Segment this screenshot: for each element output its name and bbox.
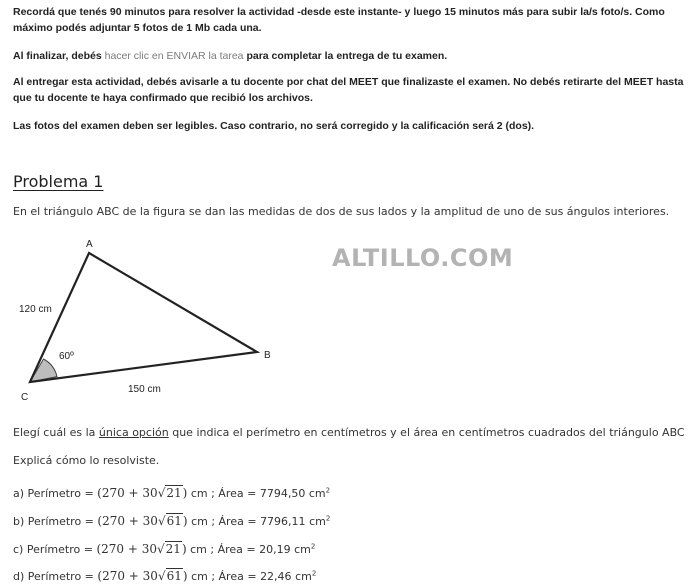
area-value: 7796,11 [260, 515, 306, 528]
option-letter: a) [13, 487, 25, 500]
perimeter-unit: cm ; [191, 570, 216, 583]
area-value: 20,19 [259, 543, 291, 556]
area-label: Área = [217, 543, 256, 556]
instruction-submit [13, 48, 693, 64]
triangle-figure [0, 232, 300, 407]
option-a[interactable] [13, 486, 330, 500]
perimeter-label: Perímetro = [27, 570, 94, 583]
perimeter-unit: cm ; [190, 487, 215, 500]
side-ca-label: 120 cm [19, 304, 52, 315]
angle-c-label: 60º [59, 351, 74, 362]
perimeter-expression: (270 + 30√21) [96, 542, 187, 556]
area-unit: $cm^2$ [295, 569, 317, 583]
option-c[interactable] [13, 542, 315, 556]
vertex-b-label: B [264, 350, 271, 361]
option-b[interactable] [13, 514, 330, 528]
submit-link[interactable]: hacer clic en ENVIAR la tarea [104, 50, 244, 62]
instruction-time: Recordá que tenés 90 minutos para resolver la actividad -desde este instante- y luego 15 minutos más para subir la/s foto/s. Como máximo podés adjuntar 5 fotos de 1 Mb cada una. [13, 6, 665, 34]
perimeter-expression: (270 + 30√61) [97, 514, 188, 528]
triangle-abc [30, 253, 257, 382]
area-label: Área = [218, 487, 257, 500]
vertex-a-label: A [86, 239, 93, 250]
vertex-c-label: C [21, 392, 29, 403]
question-pre: Elegí cuál es la [13, 426, 99, 439]
watermark: ALTILLO.COM [332, 244, 514, 272]
area-unit: $cm^2$ [308, 486, 331, 500]
problem-title: Problema 1 [13, 172, 104, 191]
perimeter-expression: (270 + 30√61) [97, 569, 188, 583]
explain-text: Explicá cómo lo resolviste. [13, 454, 160, 467]
perimeter-expression: (270 + 30√21) [97, 486, 188, 500]
side-cb-label: 150 cm [128, 384, 161, 395]
instruction-photos: Las fotos del examen deben ser legibles. Caso contrario, no será corregido y la calificación será 2 (dos). [13, 120, 535, 132]
perimeter-unit: cm ; [191, 515, 216, 528]
perimeter-label: Perímetro = [27, 515, 94, 528]
area-value: 22,46 [260, 570, 292, 583]
area-label: Área = [218, 515, 257, 528]
option-letter: b) [13, 515, 25, 528]
area-unit: $cm^2$ [294, 542, 316, 556]
instruction-submit-pre: Al finalizar, debés [13, 50, 105, 62]
question-post: que indica el perímetro en centímetros y el área en centímetros cuadrados del triángulo ABC [168, 426, 685, 439]
option-letter: c) [13, 543, 24, 556]
perimeter-label: Perímetro = [26, 543, 93, 556]
instruction-meet: Al entregar esta actividad, debés avisarle a tu docente por chat del MEET que finalizaste el examen. No debés retirarte del MEET hasta que tu docente te haya confirmado que recibió los archivos. [13, 76, 684, 104]
option-letter: d) [13, 570, 25, 583]
perimeter-unit: cm ; [190, 543, 215, 556]
problem-statement: En el triángulo ABC de la figura se dan las medidas de dos de sus lados y la amplitud de uno de sus ángulos interiores. [13, 205, 670, 218]
question-text [13, 426, 685, 439]
instruction-submit-post: para completar la entrega de tu examen. [243, 50, 448, 62]
perimeter-label: Perímetro = [27, 487, 94, 500]
area-unit: $cm^2$ [309, 514, 331, 528]
question-underlined: única opción [98, 426, 169, 439]
option-d[interactable] [13, 569, 316, 583]
area-label: Área = [218, 570, 257, 583]
area-value: 7794,50 [259, 487, 306, 500]
